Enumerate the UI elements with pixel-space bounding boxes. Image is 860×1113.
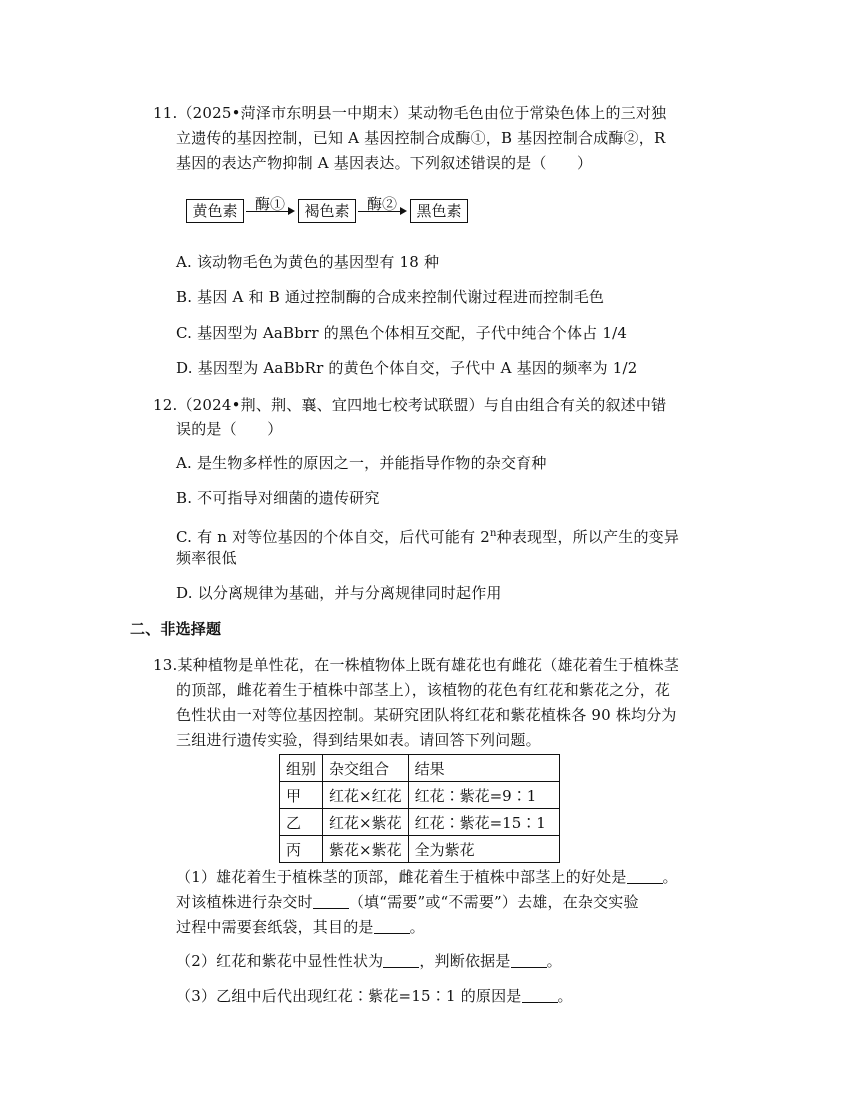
q12-stem-line-2: 误的是（ ） bbox=[176, 420, 283, 438]
table-cell: 甲 bbox=[280, 782, 323, 809]
q12-option-c-post: 种表现型，所以产生的变异 bbox=[496, 528, 680, 546]
q13-stem-line-3: 色性状由一对等位基因控制。某研究团队将红花和紫花植株各 90 株均分为 bbox=[176, 706, 677, 724]
results-table bbox=[279, 754, 560, 863]
table-row bbox=[280, 782, 560, 809]
q12-option-c-line-2: 频率很低 bbox=[176, 549, 237, 567]
q13-sub3-end: 。 bbox=[557, 987, 573, 1005]
q13-sub1-c-pre: 过程中需要套纸袋，其目的是 bbox=[176, 918, 374, 936]
q13-sub2 bbox=[176, 950, 562, 972]
answer-blank[interactable] bbox=[511, 953, 547, 968]
q12-option-d: D. 以分离规律为基础，并与分离规律同时起作用 bbox=[176, 584, 502, 602]
q12-stem-line-1: 12.（2024•荆、荆、襄、宜四地七校考试联盟）与自由组合有关的叙述中错 bbox=[153, 396, 667, 414]
pathway-box-yellow: 黄色素 bbox=[186, 199, 244, 223]
q13-sub3 bbox=[176, 985, 573, 1007]
table-cell: 红花∶紫花=15∶1 bbox=[408, 809, 559, 836]
arrow-shaft-icon bbox=[246, 211, 290, 212]
q12-option-a: A. 是生物多样性的原因之一，并能指导作物的杂交育种 bbox=[176, 454, 547, 472]
answer-blank[interactable] bbox=[313, 894, 349, 909]
pathway-arrow-1 bbox=[246, 195, 296, 225]
table-cell: 全为紫花 bbox=[408, 836, 559, 863]
q13-sub1-line-2 bbox=[176, 891, 639, 913]
q13-stem-line-1: 13.某种植物是单性花，在一株植物体上既有雄花也有雌花（雄花着生于植株茎 bbox=[153, 656, 680, 674]
table-cell: 红花×红花 bbox=[323, 782, 409, 809]
table-cell: 乙 bbox=[280, 809, 323, 836]
q12-option-c-exponent: n bbox=[490, 528, 497, 539]
section-heading: 二、非选择题 bbox=[130, 620, 222, 638]
answer-blank[interactable] bbox=[522, 988, 558, 1003]
q11-option-b: B. 基因 A 和 B 通过控制酶的合成来控制代谢过程进而控制毛色 bbox=[176, 288, 605, 306]
q12-option-c-line-1 bbox=[176, 523, 679, 548]
table-cell: 紫花×紫花 bbox=[323, 836, 409, 863]
table-row bbox=[280, 809, 560, 836]
pathway-arrow-1-label: 酶① bbox=[254, 195, 285, 213]
q11-stem-line-1: 11.（2025•菏泽市东明县一中期末）某动物毛色由位于常染色体上的三对独 bbox=[153, 104, 667, 122]
answer-blank[interactable] bbox=[374, 919, 410, 934]
pathway-arrow-2 bbox=[358, 195, 408, 225]
arrow-head-icon bbox=[400, 207, 407, 215]
arrow-shaft-icon bbox=[358, 211, 402, 212]
q13-stem-line-2: 的顶部，雌花着生于植株中部茎上），该植物的花色有红花和紫花之分，花 bbox=[176, 681, 671, 699]
q13-sub1-b-post: （填“需要”或“不需要”）去雄，在杂交实验 bbox=[348, 893, 639, 911]
answer-blank[interactable] bbox=[627, 869, 663, 884]
q11-option-d: D. 基因型为 AaBbRr 的黄色个体自交，子代中 A 基因的频率为 1/2 bbox=[176, 359, 638, 377]
table-header-cell: 杂交组合 bbox=[323, 755, 409, 782]
q13-sub1-line-1 bbox=[176, 866, 678, 888]
table-cell: 红花∶紫花=9∶1 bbox=[408, 782, 559, 809]
q13-stem-line-4: 三组进行遗传实验，得到结果如表。请回答下列问题。 bbox=[176, 731, 541, 749]
q13-sub1-line-3 bbox=[176, 916, 425, 938]
q13-sub1-c-end: 。 bbox=[409, 918, 425, 936]
table-header-cell: 结果 bbox=[408, 755, 559, 782]
q13-sub1-end: 。 bbox=[662, 868, 678, 886]
q11-option-c: C. 基因型为 AaBbrr 的黑色个体相互交配，子代中纯合个体占 1/4 bbox=[176, 324, 628, 342]
arrow-head-icon bbox=[288, 207, 295, 215]
table-cell: 丙 bbox=[280, 836, 323, 863]
q13-sub2-pre: （2）红花和紫花中显性性状为 bbox=[176, 952, 384, 970]
table-cell: 红花×紫花 bbox=[323, 809, 409, 836]
q11-stem-line-3: 基因的表达产物抑制 A 基因表达。下列叙述错误的是（ ） bbox=[176, 154, 593, 172]
q11-option-a: A. 该动物毛色为黄色的基因型有 18 种 bbox=[176, 253, 440, 271]
q12-option-c-pre: C. 有 n 对等位基因的个体自交，后代可能有 2 bbox=[176, 528, 490, 546]
q13-sub1-text: （1）雄花着生于植株茎的顶部，雌花着生于植株中部茎上的好处是 bbox=[176, 868, 627, 886]
table-row bbox=[280, 836, 560, 863]
table-header-cell: 组别 bbox=[280, 755, 323, 782]
q13-sub3-pre: （3）乙组中后代出现红花∶紫花=15∶1 的原因是 bbox=[176, 987, 522, 1005]
pathway-box-brown: 褐色素 bbox=[298, 199, 356, 223]
q12-option-b: B. 不可指导对细菌的遗传研究 bbox=[176, 489, 380, 507]
q13-sub2-mid: ，判断依据是 bbox=[419, 952, 511, 970]
q13-sub1-b-pre: 对该植株进行杂交时 bbox=[176, 893, 313, 911]
pathway-box-black: 黑色素 bbox=[410, 199, 468, 223]
answer-blank[interactable] bbox=[383, 953, 419, 968]
q11-stem-line-2: 立遗传的基因控制，已知 A 基因控制合成酶①，B 基因控制合成酶②，R bbox=[176, 129, 666, 147]
q13-sub2-end: 。 bbox=[546, 952, 562, 970]
table-header-row bbox=[280, 755, 560, 782]
pathway-arrow-2-label: 酶② bbox=[366, 195, 397, 213]
